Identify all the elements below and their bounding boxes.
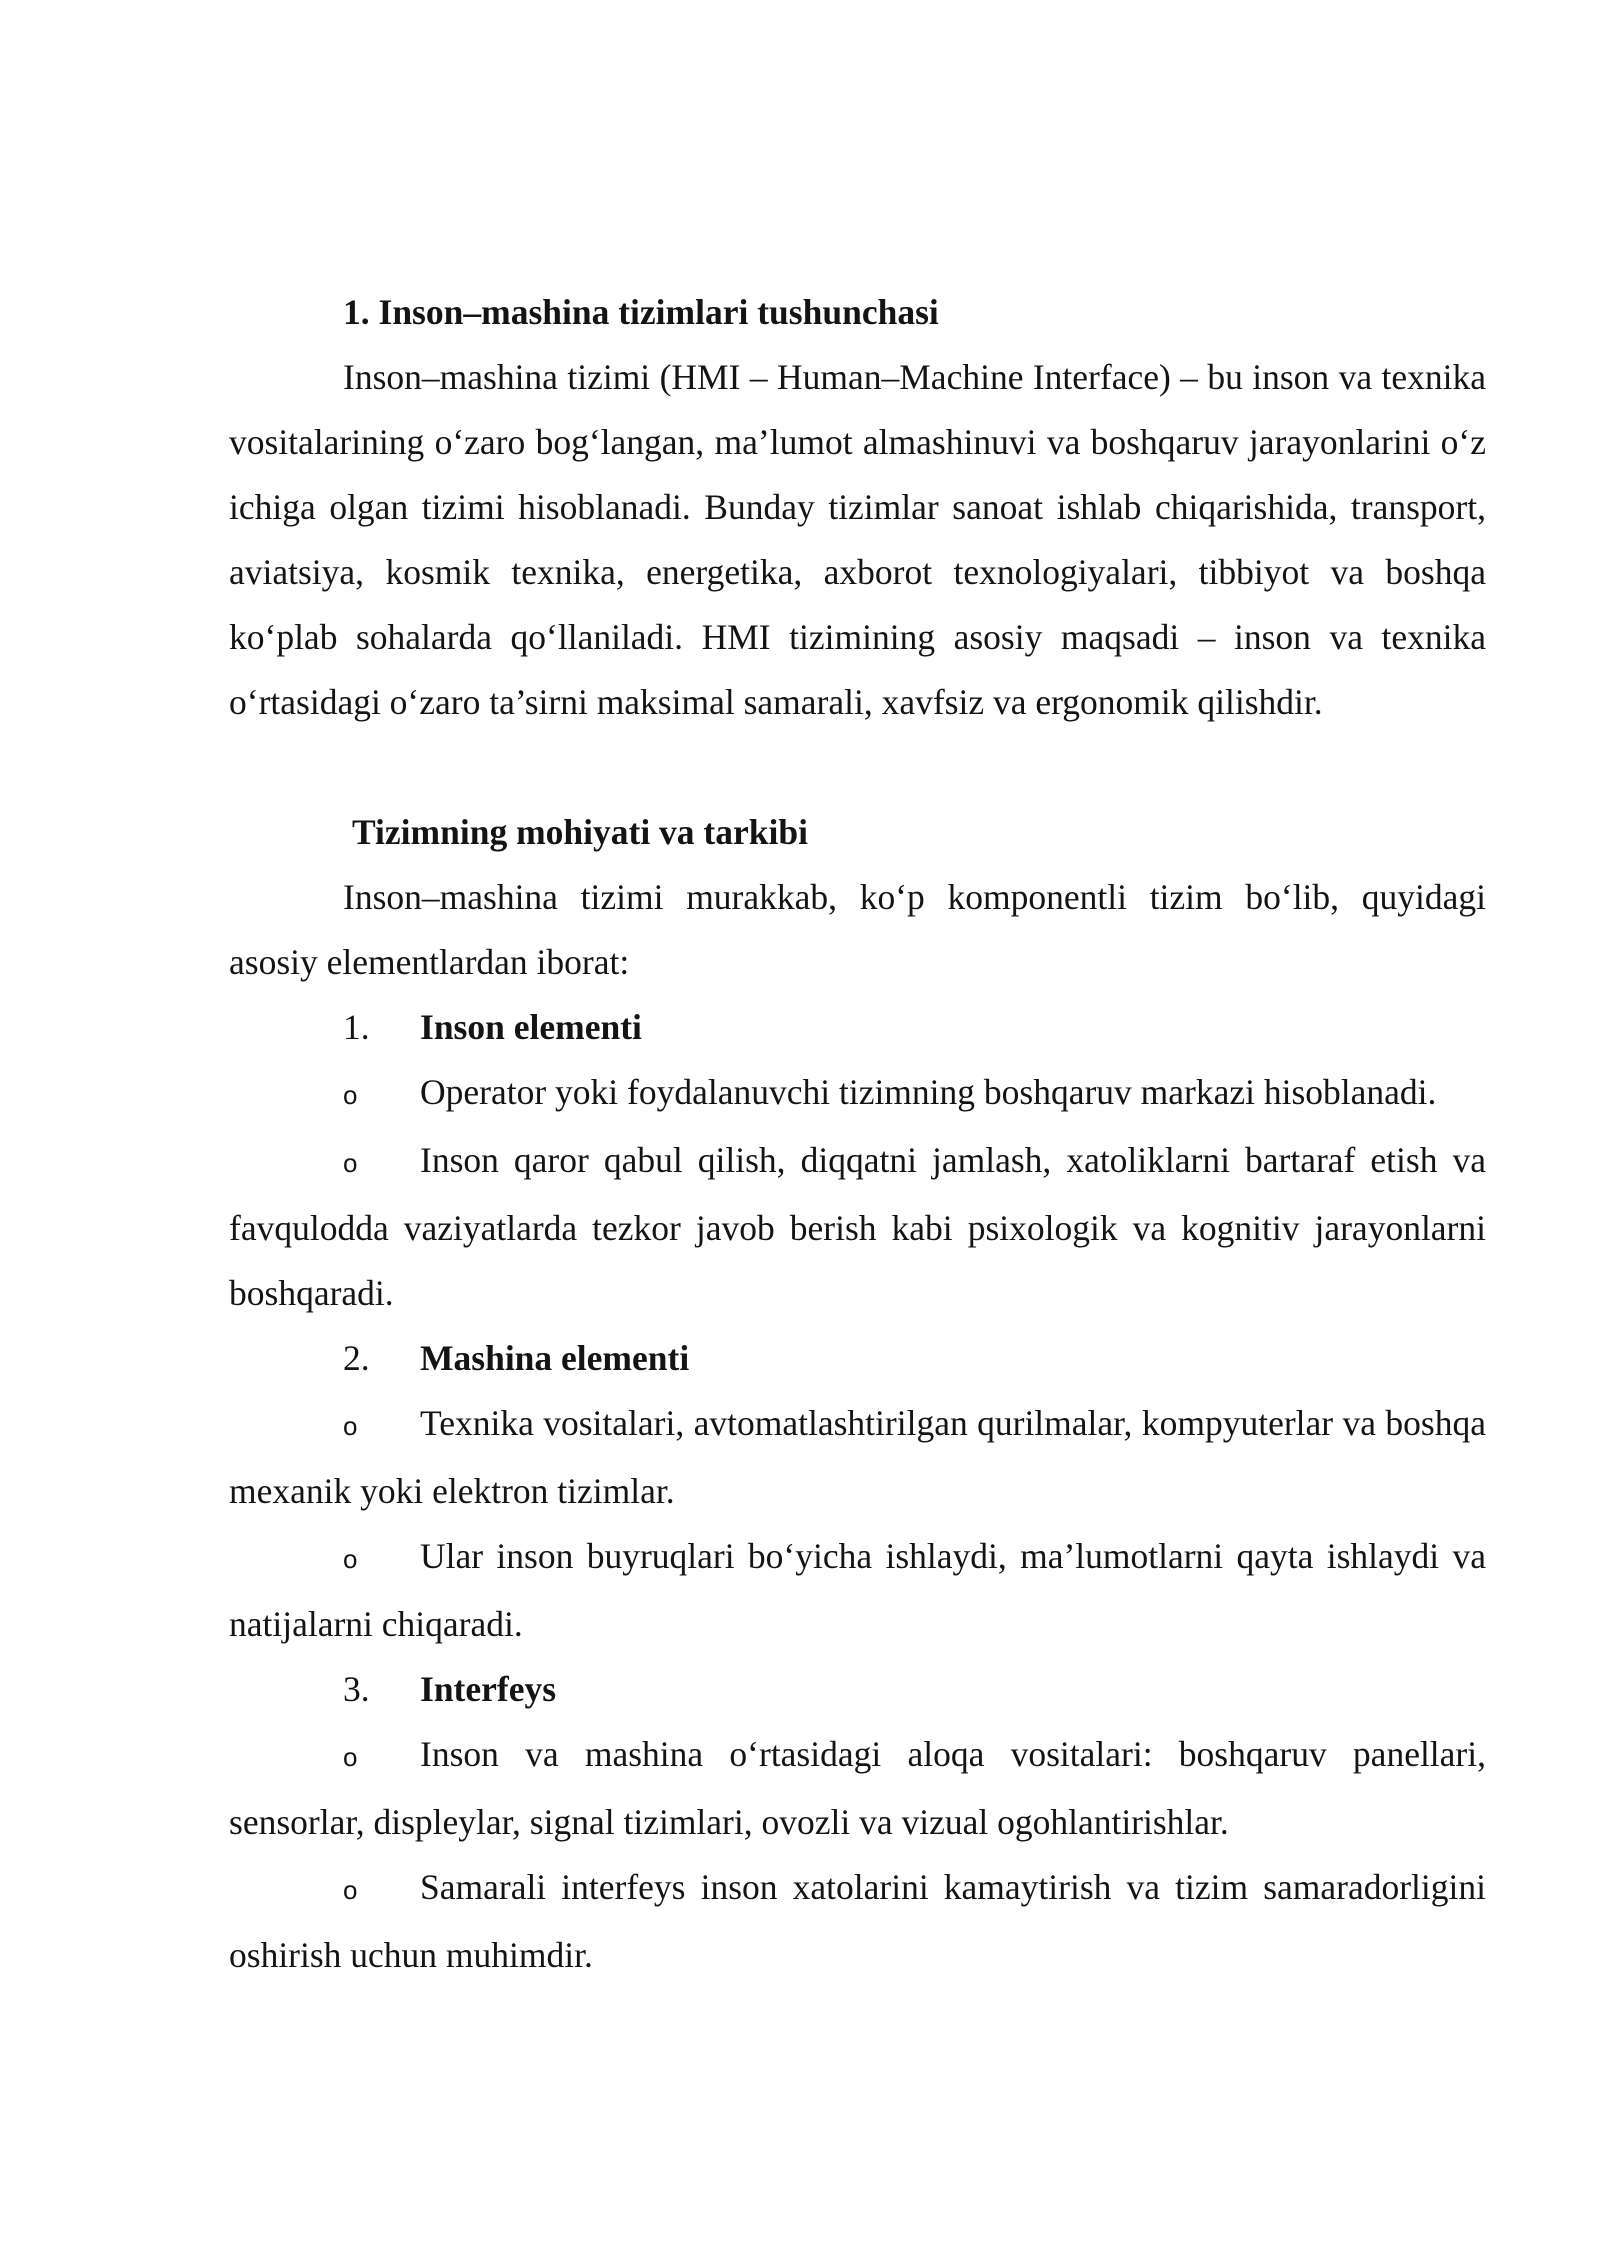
list-item-title: Inson elementi	[420, 1007, 642, 1047]
section-intro-paragraph: Inson–mashina tizimi (HMI – Human–Machine Interface) – bu inson va texnika vositalarining o‘zaro bog‘langan, ma’lumot almashinuvi va boshqaruv jarayonlarini o‘z ichiga olgan tizimi hisoblanadi. Bunday tizimlar sanoat ishlab chiqarishida, transport, aviatsiya, kosmik texnika, energetika, axborot texnologiyalari, tibbiyot va boshqa ko‘plab sohalarda qo‘llaniladi. HMI tizimining asosiy maqsadi – inson va texnika o‘rtasidagi o‘zaro ta’sirni maksimal samarali, xavfsiz va ergonomik qilishdir.	[229, 357, 1486, 722]
list-item-interfeys	[229, 1657, 1486, 1722]
bullet-marker: o	[343, 1742, 358, 1772]
bullet-item	[229, 1524, 1486, 1657]
subsection-heading: Tizimning mohiyati va tarkibi	[352, 812, 808, 852]
bullet-item	[229, 1855, 1486, 1988]
bullet-item	[229, 1128, 1486, 1326]
bullet-item	[229, 1391, 1486, 1524]
bullet-item	[229, 1722, 1486, 1855]
bullet-marker: o	[343, 1544, 358, 1574]
list-item-inson-elementi	[229, 995, 1486, 1060]
list-item-title: Mashina elementi	[420, 1338, 690, 1378]
bullet-marker: o	[343, 1411, 358, 1441]
bullet-marker: o	[343, 1875, 358, 1905]
document-body	[229, 280, 1486, 1988]
bullet-text: Inson va mashina o‘rtasidagi aloqa vositalari: boshqaruv panellari, sensorlar, displeylar, signal tizimlari, ovozli va vizual ogohlantirishlar.	[229, 1734, 1486, 1842]
list-item-number: 3.	[343, 1669, 370, 1709]
bullet-marker: o	[343, 1080, 358, 1110]
list-item-mashina-elementi	[229, 1326, 1486, 1391]
bullet-text: Operator yoki foydalanuvchi tizimning boshqaruv markazi hisoblanadi.	[420, 1072, 1437, 1112]
bullet-text: Ular inson buyruqlari bo‘yicha ishlaydi, ma’lumotlarni qayta ishlaydi va natijalarni chiqaradi.	[229, 1536, 1486, 1644]
subsection-intro-paragraph: Inson–mashina tizimi murakkab, ko‘p komponentli tizim bo‘lib, quyidagi asosiy elementlardan iborat:	[229, 877, 1486, 982]
bullet-marker: o	[343, 1148, 358, 1178]
list-item-number: 1.	[343, 1007, 370, 1047]
list-item-number: 2.	[343, 1338, 370, 1378]
bullet-text: Samarali interfeys inson xatolarini kamaytirish va tizim samaradorligini oshirish uchun muhimdir.	[229, 1867, 1486, 1975]
bullet-text: Inson qaror qabul qilish, diqqatni jamlash, xatoliklarni bartaraf etish va favqulodda vaziyatlarda tezkor javob berish kabi psixologik va kognitiv jarayonlarni boshqaradi.	[229, 1140, 1486, 1313]
list-item-title: Interfeys	[420, 1669, 557, 1709]
bullet-text: Texnika vositalari, avtomatlashtirilgan qurilmalar, kompyuterlar va boshqa mexanik yoki elektron tizimlar.	[229, 1403, 1486, 1511]
bullet-item	[229, 1060, 1486, 1128]
section-heading: 1. Inson–mashina tizimlari tushunchasi	[343, 292, 939, 332]
